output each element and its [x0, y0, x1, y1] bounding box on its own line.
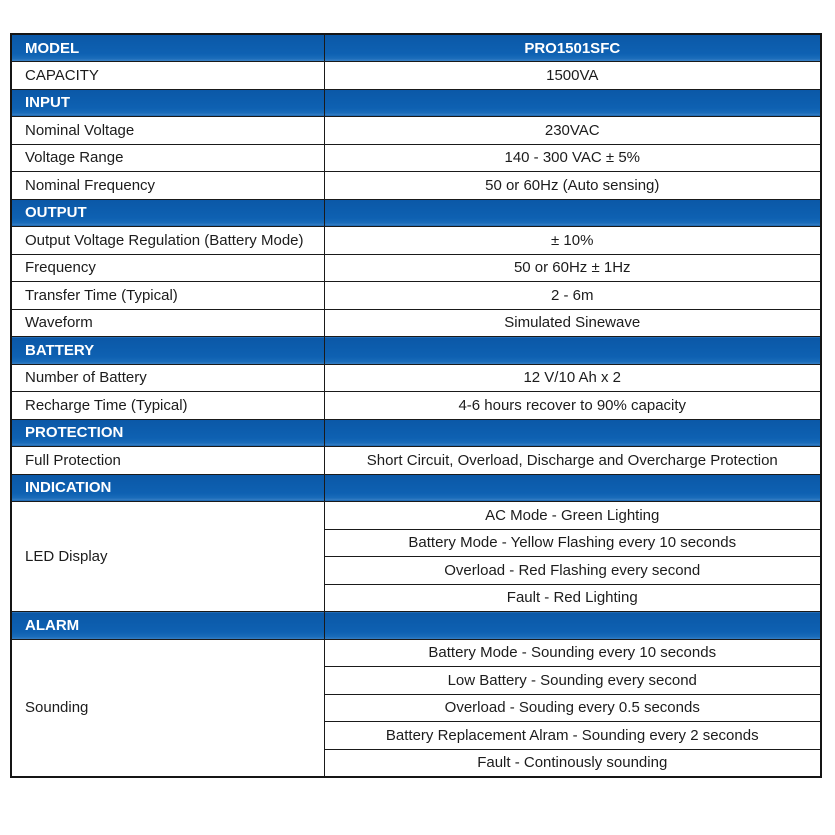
spec-value: 50 or 60Hz ± 1Hz [324, 254, 821, 282]
spec-table [10, 33, 822, 778]
spec-row [11, 254, 821, 282]
section-header-row-input [11, 89, 821, 117]
section-header-spacer [324, 337, 821, 365]
spec-label: Full Protection [11, 447, 324, 475]
spec-label: Sounding [11, 639, 324, 777]
spec-label: Nominal Voltage [11, 117, 324, 145]
section-header-row-indication [11, 474, 821, 502]
spec-value: 4-6 hours recover to 90% capacity [324, 392, 821, 420]
spec-value: Fault - Red Lighting [324, 584, 821, 612]
spec-row [11, 144, 821, 172]
section-header-spacer [324, 89, 821, 117]
spec-value: Fault - Continously sounding [324, 749, 821, 777]
spec-row [11, 392, 821, 420]
section-title: PROTECTION [11, 419, 324, 447]
model-value: PRO1501SFC [324, 34, 821, 62]
spec-label: Output Voltage Regulation (Battery Mode) [11, 227, 324, 255]
spec-value: Battery Mode - Sounding every 10 seconds [324, 639, 821, 667]
section-header-spacer [324, 199, 821, 227]
section-title: ALARM [11, 612, 324, 640]
spec-label: CAPACITY [11, 62, 324, 90]
spec-value: 230VAC [324, 117, 821, 145]
spec-value: Overload - Red Flashing every second [324, 557, 821, 585]
spec-value: Overload - Souding every 0.5 seconds [324, 694, 821, 722]
spec-row [11, 447, 821, 475]
spec-row [11, 309, 821, 337]
spec-value: AC Mode - Green Lighting [324, 502, 821, 530]
spec-label: Frequency [11, 254, 324, 282]
section-header-row-battery [11, 337, 821, 365]
section-header-spacer [324, 474, 821, 502]
section-title: INPUT [11, 89, 324, 117]
spec-row [11, 282, 821, 310]
spec-value: Low Battery - Sounding every second [324, 667, 821, 695]
spec-label: Recharge Time (Typical) [11, 392, 324, 420]
spec-label: Nominal Frequency [11, 172, 324, 200]
spec-row [11, 502, 821, 530]
spec-label: Transfer Time (Typical) [11, 282, 324, 310]
spec-value: 1500VA [324, 62, 821, 90]
spec-value: ± 10% [324, 227, 821, 255]
spec-row [11, 639, 821, 667]
spec-label: Waveform [11, 309, 324, 337]
capacity-row [11, 62, 821, 90]
spec-value: 50 or 60Hz (Auto sensing) [324, 172, 821, 200]
spec-label: Voltage Range [11, 144, 324, 172]
section-header-spacer [324, 612, 821, 640]
spec-value: Battery Replacement Alram - Sounding every 2 seconds [324, 722, 821, 750]
section-header-row-protection [11, 419, 821, 447]
section-header-row-alarm [11, 612, 821, 640]
spec-row [11, 227, 821, 255]
spec-value: 2 - 6m [324, 282, 821, 310]
spec-row [11, 117, 821, 145]
model-label: MODEL [11, 34, 324, 62]
model-header-row [11, 34, 821, 62]
section-header-spacer [324, 419, 821, 447]
section-title: OUTPUT [11, 199, 324, 227]
section-header-row-output [11, 199, 821, 227]
spec-row [11, 364, 821, 392]
spec-value: Battery Mode - Yellow Flashing every 10 seconds [324, 529, 821, 557]
spec-row [11, 172, 821, 200]
spec-value: 140 - 300 VAC ± 5% [324, 144, 821, 172]
section-title: BATTERY [11, 337, 324, 365]
spec-label: Number of Battery [11, 364, 324, 392]
spec-label: LED Display [11, 502, 324, 612]
section-title: INDICATION [11, 474, 324, 502]
spec-value: Simulated Sinewave [324, 309, 821, 337]
spec-value: Short Circuit, Overload, Discharge and Overcharge Protection [324, 447, 821, 475]
spec-value: 12 V/10 Ah x 2 [324, 364, 821, 392]
